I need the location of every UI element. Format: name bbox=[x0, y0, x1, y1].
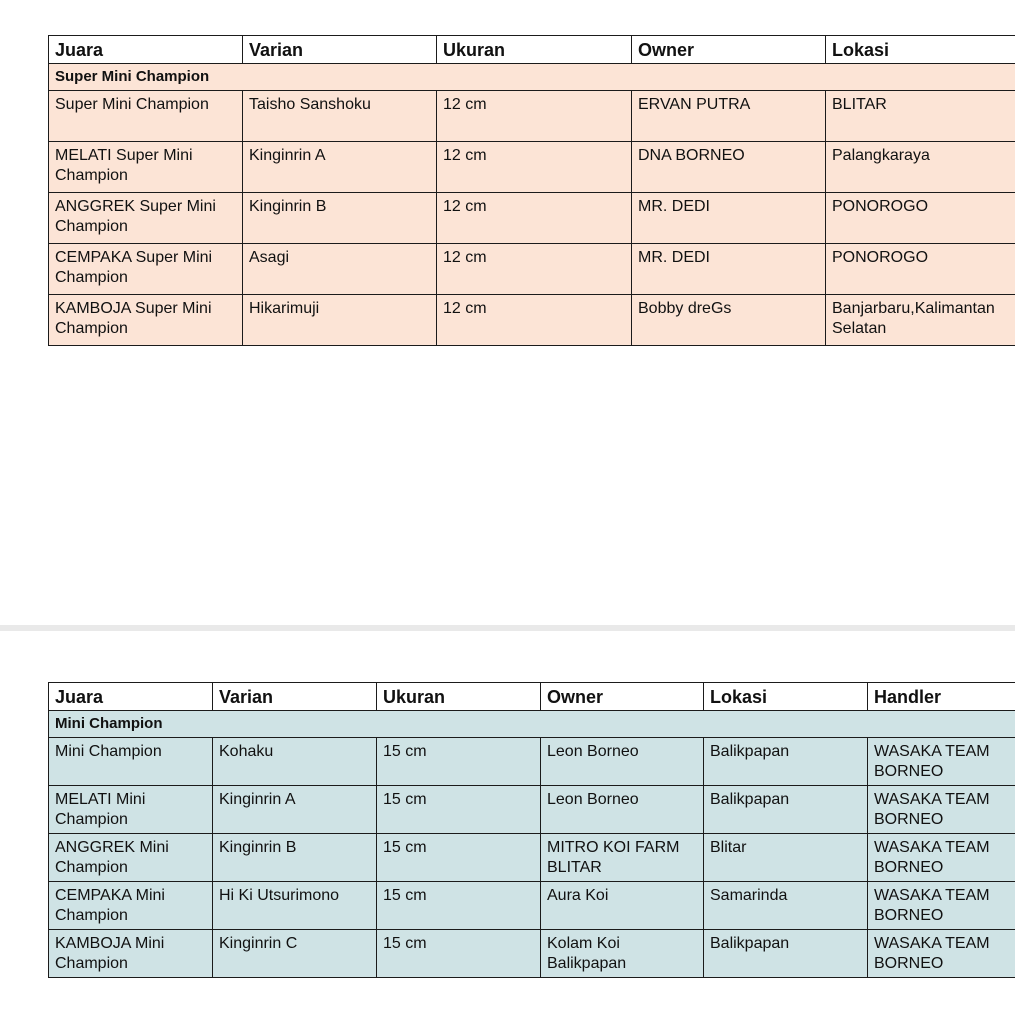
cell-lokasi: Balikpapan bbox=[704, 930, 868, 978]
cell-lokasi: Banjarbaru,Kalimantan Selatan bbox=[826, 295, 1015, 346]
cell-owner: Aura Koi bbox=[541, 882, 704, 930]
cell-handler: WASAKA TEAM BORNEO bbox=[868, 882, 1015, 930]
cell-ukuran: 15 cm bbox=[377, 834, 541, 882]
table-row bbox=[49, 91, 1015, 142]
cell-handler: WASAKA TEAM BORNEO bbox=[868, 786, 1015, 834]
cell-ukuran: 15 cm bbox=[377, 738, 541, 786]
section-row bbox=[49, 711, 1015, 738]
table-row bbox=[49, 882, 1015, 930]
cell-juara: CEMPAKA Mini Champion bbox=[49, 882, 213, 930]
table-header-row bbox=[49, 683, 1015, 711]
document-page-2 bbox=[0, 631, 1015, 1035]
cell-varian: Hikarimuji bbox=[243, 295, 437, 346]
header-ukuran: Ukuran bbox=[377, 683, 541, 711]
table-row bbox=[49, 295, 1015, 346]
cell-lokasi: Samarinda bbox=[704, 882, 868, 930]
cell-lokasi: Blitar bbox=[704, 834, 868, 882]
header-juara: Juara bbox=[49, 683, 213, 711]
cell-owner: Leon Borneo bbox=[541, 738, 704, 786]
cell-ukuran: 12 cm bbox=[437, 193, 632, 244]
cell-ukuran: 15 cm bbox=[377, 786, 541, 834]
cell-varian: Kohaku bbox=[213, 738, 377, 786]
cell-varian: Kinginrin B bbox=[243, 193, 437, 244]
cell-owner: MITRO KOI FARM BLITAR bbox=[541, 834, 704, 882]
cell-ukuran: 12 cm bbox=[437, 142, 632, 193]
table-row bbox=[49, 738, 1015, 786]
header-ukuran: Ukuran bbox=[437, 36, 632, 64]
table-row bbox=[49, 834, 1015, 882]
table-row bbox=[49, 193, 1015, 244]
header-lokasi: Lokasi bbox=[826, 36, 1015, 64]
cell-varian: Taisho Sanshoku bbox=[243, 91, 437, 142]
header-handler: Handler bbox=[868, 683, 1015, 711]
cell-juara: Super Mini Champion bbox=[49, 91, 243, 142]
table-row bbox=[49, 244, 1015, 295]
cell-owner: MR. DEDI bbox=[632, 244, 826, 295]
cell-ukuran: 12 cm bbox=[437, 244, 632, 295]
cell-owner: MR. DEDI bbox=[632, 193, 826, 244]
cell-varian: Hi Ki Utsurimono bbox=[213, 882, 377, 930]
cell-owner: Kolam Koi Balikpapan bbox=[541, 930, 704, 978]
cell-ukuran: 15 cm bbox=[377, 882, 541, 930]
cell-handler: WASAKA TEAM BORNEO bbox=[868, 930, 1015, 978]
cell-juara: MELATI Super Mini Champion bbox=[49, 142, 243, 193]
table-row bbox=[49, 930, 1015, 978]
cell-owner: ERVAN PUTRA bbox=[632, 91, 826, 142]
cell-owner: Bobby dreGs bbox=[632, 295, 826, 346]
cell-juara: KAMBOJA Super Mini Champion bbox=[49, 295, 243, 346]
cell-ukuran: 12 cm bbox=[437, 91, 632, 142]
cell-varian: Kinginrin A bbox=[243, 142, 437, 193]
cell-lokasi: PONOROGO bbox=[826, 193, 1015, 244]
header-owner: Owner bbox=[541, 683, 704, 711]
cell-ukuran: 15 cm bbox=[377, 930, 541, 978]
header-varian: Varian bbox=[243, 36, 437, 64]
cell-handler: WASAKA TEAM BORNEO bbox=[868, 738, 1015, 786]
header-varian: Varian bbox=[213, 683, 377, 711]
cell-varian: Kinginrin C bbox=[213, 930, 377, 978]
section-row bbox=[49, 64, 1015, 91]
cell-lokasi: Balikpapan bbox=[704, 786, 868, 834]
table-row bbox=[49, 142, 1015, 193]
super-mini-champion-table bbox=[48, 35, 1015, 346]
header-owner: Owner bbox=[632, 36, 826, 64]
cell-juara: CEMPAKA Super Mini Champion bbox=[49, 244, 243, 295]
header-juara: Juara bbox=[49, 36, 243, 64]
cell-owner: Leon Borneo bbox=[541, 786, 704, 834]
cell-juara: Mini Champion bbox=[49, 738, 213, 786]
section-title: Super Mini Champion bbox=[49, 64, 1015, 91]
cell-juara: KAMBOJA Mini Champion bbox=[49, 930, 213, 978]
cell-lokasi: Palangkaraya bbox=[826, 142, 1015, 193]
cell-lokasi: Balikpapan bbox=[704, 738, 868, 786]
cell-varian: Kinginrin B bbox=[213, 834, 377, 882]
cell-handler: WASAKA TEAM BORNEO bbox=[868, 834, 1015, 882]
mini-champion-table bbox=[48, 682, 1015, 978]
cell-owner: DNA BORNEO bbox=[632, 142, 826, 193]
cell-varian: Kinginrin A bbox=[213, 786, 377, 834]
cell-juara: ANGGREK Mini Champion bbox=[49, 834, 213, 882]
cell-juara: ANGGREK Super Mini Champion bbox=[49, 193, 243, 244]
cell-lokasi: PONOROGO bbox=[826, 244, 1015, 295]
cell-juara: MELATI Mini Champion bbox=[49, 786, 213, 834]
cell-varian: Asagi bbox=[243, 244, 437, 295]
section-title: Mini Champion bbox=[49, 711, 1015, 738]
cell-ukuran: 12 cm bbox=[437, 295, 632, 346]
table-row bbox=[49, 786, 1015, 834]
header-lokasi: Lokasi bbox=[704, 683, 868, 711]
table-header-row bbox=[49, 36, 1015, 64]
cell-lokasi: BLITAR bbox=[826, 91, 1015, 142]
